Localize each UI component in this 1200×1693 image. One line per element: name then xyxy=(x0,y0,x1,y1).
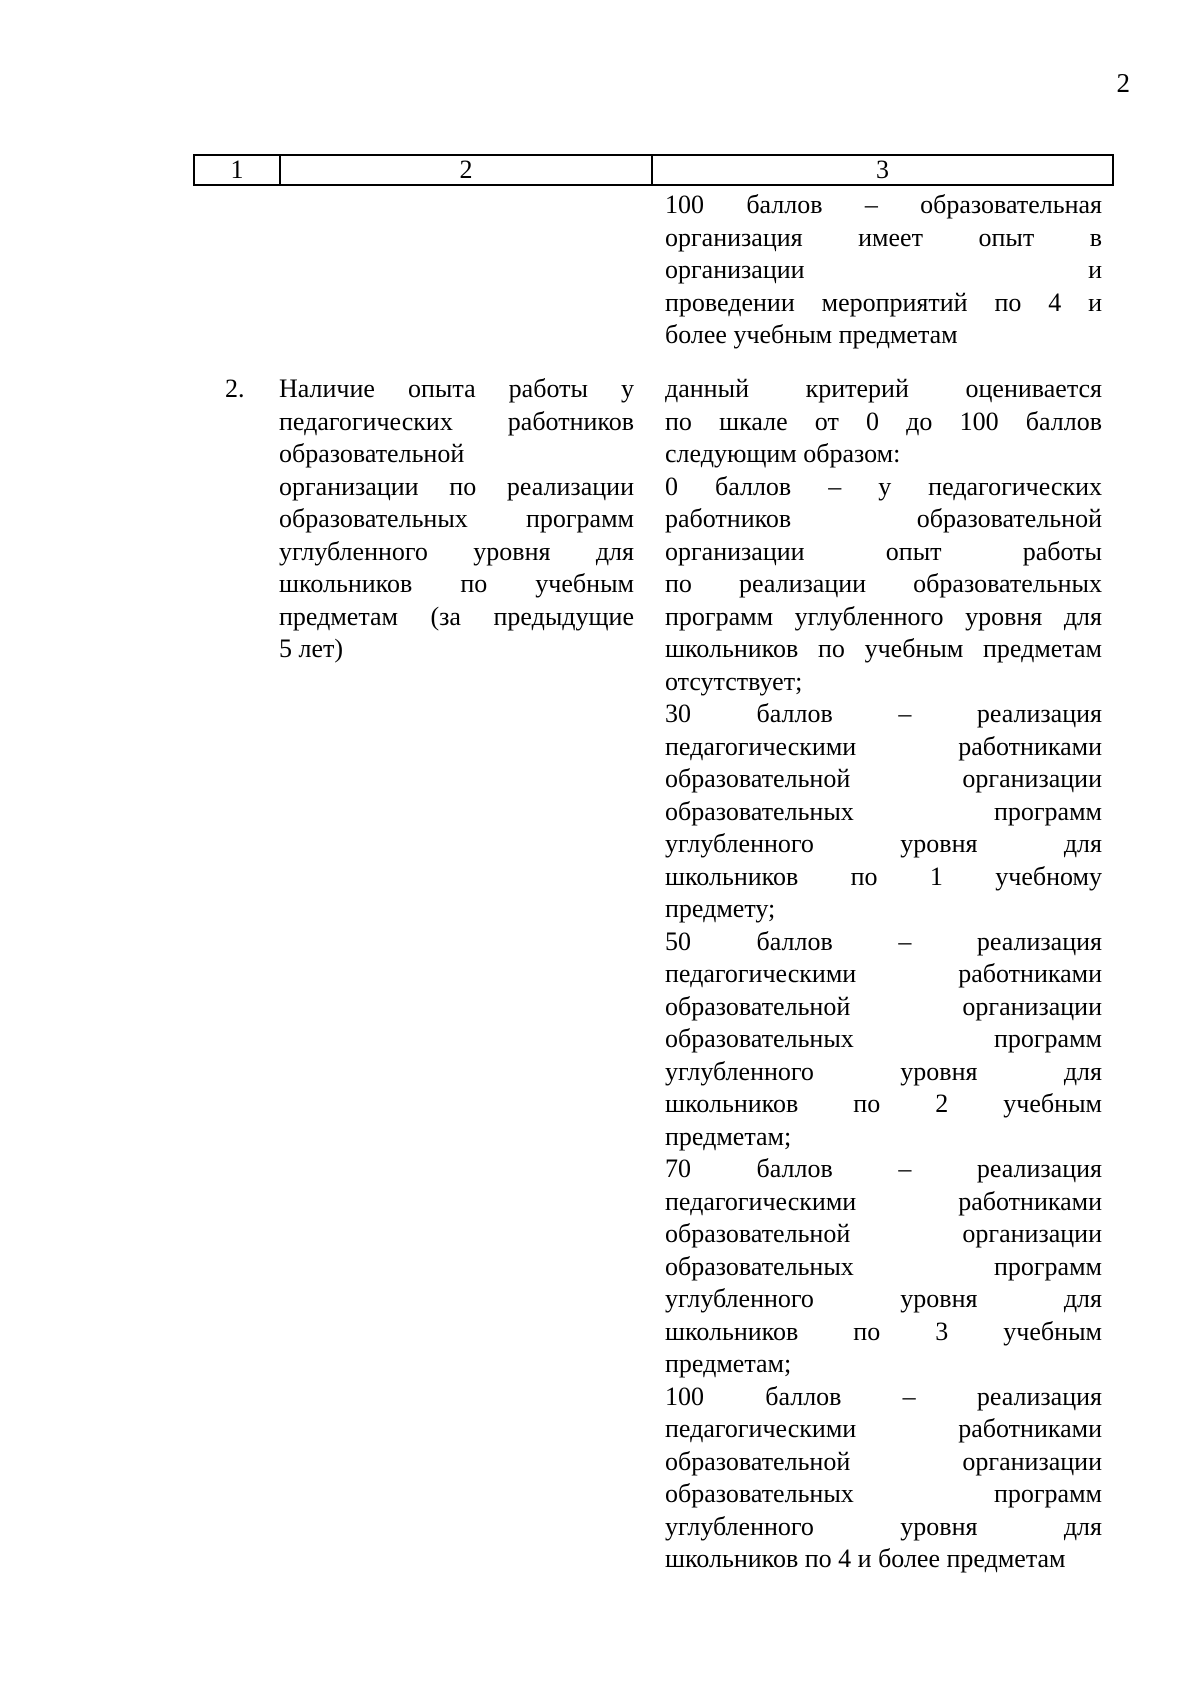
text-line: углубленного уровня для xyxy=(279,536,634,566)
text-line: 50 баллов – реализация xyxy=(665,926,1102,956)
text-line: педагогическими работниками xyxy=(665,1186,1102,1216)
text-line: образовательной организации xyxy=(665,1446,1102,1476)
text-line: 100 баллов – образовательная xyxy=(665,190,1102,219)
text-line: по реализации образовательных xyxy=(665,569,1102,598)
text-line: педагогическими работниками xyxy=(665,1414,1102,1443)
text-line: следующим образом: xyxy=(665,439,901,468)
header-cell-3: 3 xyxy=(876,155,889,184)
text-line: школьников по 4 и более предметам xyxy=(665,1544,1066,1573)
text-line: образовательной организации xyxy=(665,764,1102,793)
text-line: школьников по 2 учебным xyxy=(665,1089,1102,1118)
page-number: 2 xyxy=(1116,68,1130,98)
text-line: организации по реализации xyxy=(279,471,634,501)
text-line: углубленного уровня для xyxy=(665,1284,1102,1313)
text-line: образовательной организации xyxy=(665,1219,1102,1248)
text-line: школьников по учебным xyxy=(279,569,634,598)
text-line: организация имеет опыт в xyxy=(665,222,1102,252)
text-line: более учебным предметам xyxy=(665,320,958,349)
description-text xyxy=(665,373,1102,1576)
text-line: 30 баллов – реализация xyxy=(665,699,1102,728)
text-line: работников образовательной xyxy=(665,504,1102,533)
text-line: организации опыт работы xyxy=(665,536,1102,566)
text-line: школьников по 3 учебным xyxy=(665,1316,1102,1346)
text-line: программ углубленного уровня для xyxy=(665,601,1102,631)
text-line: Наличие опыта работы у xyxy=(279,374,634,403)
text-line: 70 баллов – реализация xyxy=(665,1154,1102,1183)
row-number: 2. xyxy=(225,374,245,403)
text-line: образовательной xyxy=(279,439,465,468)
text-line: по шкале от 0 до 100 баллов xyxy=(665,406,1102,436)
text-line: предметам; xyxy=(665,1349,792,1378)
text-line: углубленного уровня для xyxy=(665,1511,1102,1541)
text-line: образовательных программ xyxy=(665,1251,1102,1281)
text-line: проведении мероприятий по 4 и xyxy=(665,287,1102,317)
text-line: педагогическими работниками xyxy=(665,959,1102,988)
criterion-text xyxy=(279,373,634,666)
header-cell-1: 1 xyxy=(195,156,281,184)
text-line: образовательной организации xyxy=(665,991,1102,1021)
text-line: предмету; xyxy=(665,894,776,923)
text-line: педагогическими работниками xyxy=(665,731,1102,761)
text-line: школьников по 1 учебному xyxy=(665,861,1102,891)
text-line: 100 баллов – реализация xyxy=(665,1381,1102,1411)
text-line: организации и xyxy=(665,255,1102,284)
text-line: предметам; xyxy=(665,1121,792,1151)
text-line: 5 лет) xyxy=(279,634,344,663)
text-line: педагогических работников xyxy=(279,406,634,436)
continuation-text xyxy=(665,189,1102,352)
table-header-row xyxy=(193,154,1114,186)
text-line: отсутствует; xyxy=(665,666,803,696)
text-line: образовательных программ xyxy=(665,1479,1102,1508)
text-line: образовательных программ xyxy=(279,504,634,533)
text-line: образовательных программ xyxy=(665,796,1102,826)
text-line: данный критерий оценивается xyxy=(665,374,1102,403)
text-line: углубленного уровня для xyxy=(665,1056,1102,1086)
header-cell-2: 2 xyxy=(281,156,653,184)
text-line: образовательных программ xyxy=(665,1024,1102,1053)
text-line: 0 баллов – у педагогических xyxy=(665,471,1102,501)
text-line: предметам (за предыдущие xyxy=(279,601,634,631)
text-line: школьников по учебным предметам xyxy=(665,634,1102,663)
text-line: углубленного уровня для xyxy=(665,829,1102,858)
